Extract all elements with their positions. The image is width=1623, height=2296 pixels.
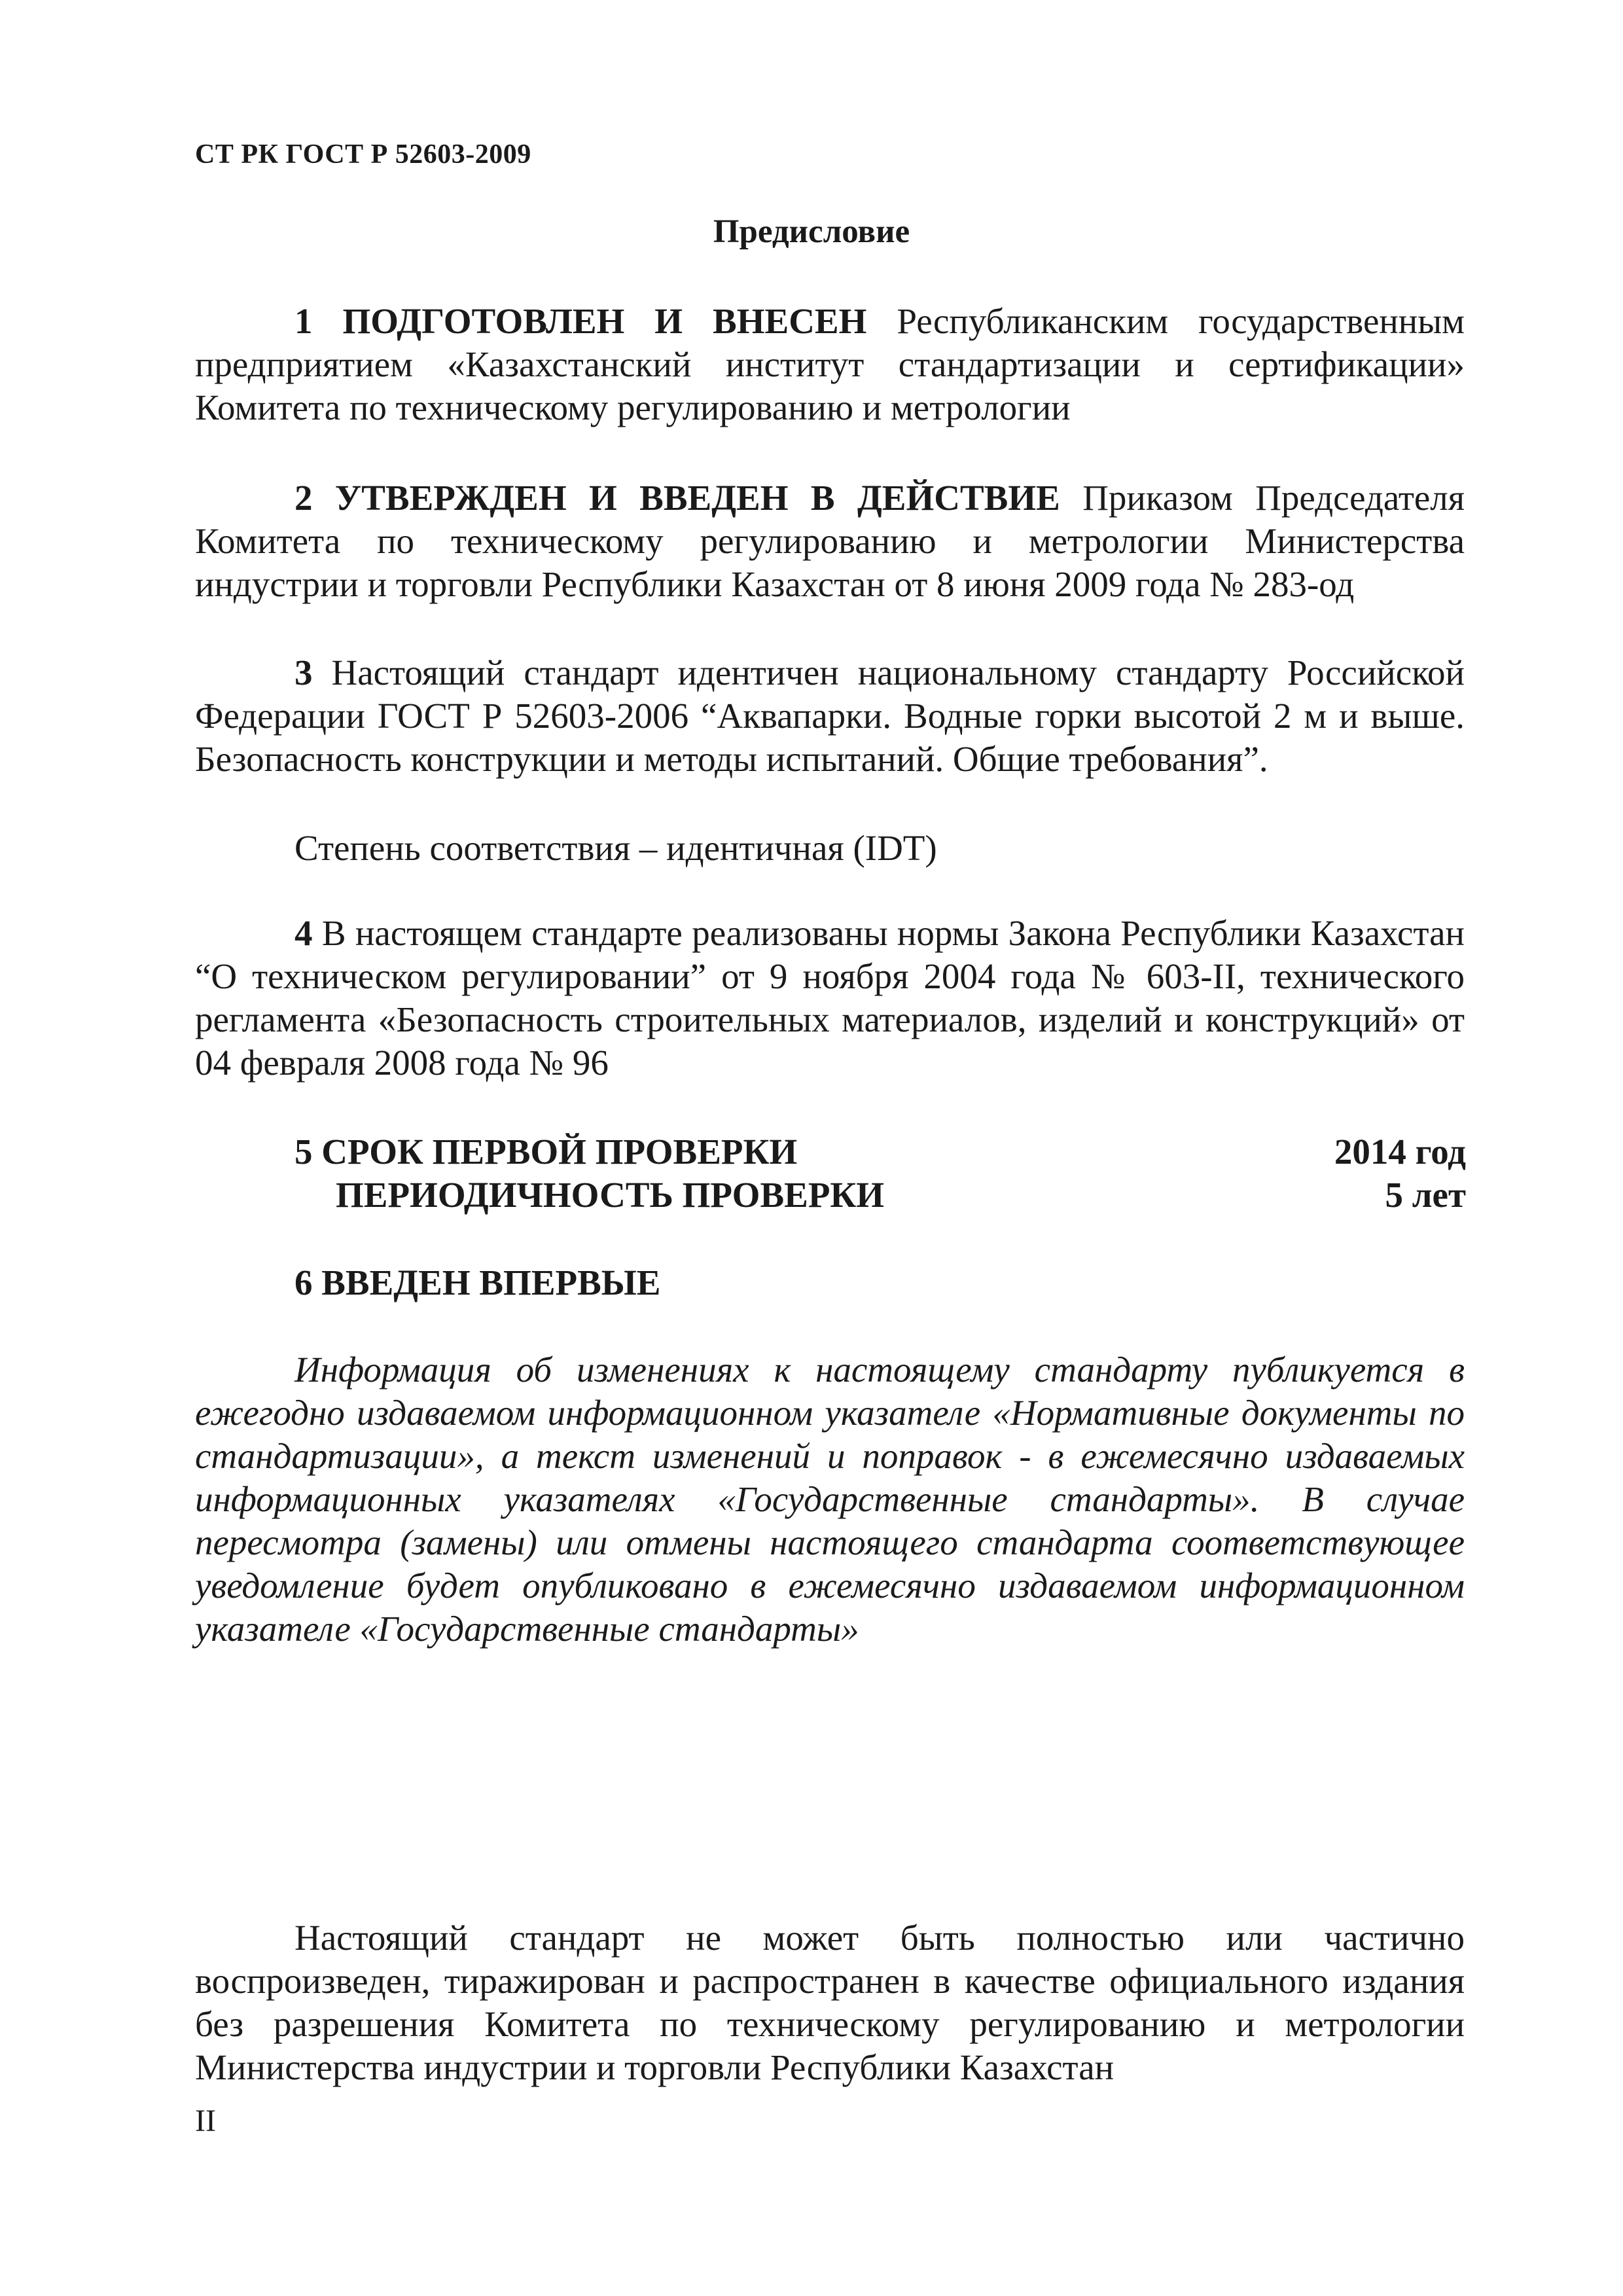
page-title: Предисловие: [713, 213, 910, 250]
item-2-lead: 2 УТВЕРЖДЕН И ВВЕДЕН В ДЕЙСТВИЕ: [294, 478, 1060, 518]
amendments-info-paragraph: Информация об изменениях к настоящему стандарту публикуется в ежегодно издаваемом информационном указателе «Нормативные документы по стандартизации», а текст изменений и поправок - в ежемесячно издаваемых информационных указателях «Государственные стандарты». В случае пересмотра (замены) или отмены настоящего стандарта соответствующее уведомление будет опубликовано в ежемесячно издаваемом информационном указателе «Государственные стандарты»: [195, 1350, 1465, 1649]
first-check-label: 5 СРОК ПЕРВОЙ ПРОВЕРКИ: [294, 1132, 798, 1172]
item-4-text: В настоящем стандарте реализованы нормы Закона Республики Казахстан “О техническом регулировании” от 9 ноября 2004 года № 603-II, технического регламента «Безопасность строительных материалов, изделий и конструкций» от 04 февраля 2008 года № 96: [195, 913, 1465, 1083]
preface-item-4: [195, 912, 1465, 1085]
item-3-lead: 3: [294, 653, 313, 692]
preface-item-6: 6 ВВЕДЕН ВПЕРВЫЕ: [294, 1263, 661, 1302]
item-4-lead: 4: [294, 913, 313, 953]
check-period-value: 5 лет: [1385, 1175, 1466, 1215]
item-2-text: Приказом Председателя Комитета по техническому регулированию и метрологии Министерства индустрии и торговли Республики Казахстан от 8 июня 2009 года № 283-од: [195, 478, 1465, 604]
check-period-label: ПЕРИОДИЧНОСТЬ ПРОВЕРКИ: [336, 1175, 885, 1215]
preface-item-3: [195, 651, 1465, 781]
page-number: II: [195, 2104, 216, 2138]
first-check-value: 2014 год: [1334, 1132, 1466, 1172]
standard-designation-header: СТ РК ГОСТ Р 52603-2009: [195, 139, 531, 170]
item-1-lead: 1 ПОДГОТОВЛЕН И ВНЕСЕН: [294, 301, 867, 341]
copyright-notice-paragraph: Настоящий стандарт не может быть полностью или частично воспроизведен, тиражирован и распространен в качестве официального издания без разрешения Комитета по техническому регулированию и метрологии Министерства индустрии и торговли Республики Казахстан: [195, 1918, 1465, 2087]
preface-item-1: [195, 300, 1465, 429]
item-1-text: Республиканским государственным предприятием «Казахстанский институт стандартизации и сертификации» Комитета по техническому регулированию и метрологии: [195, 301, 1465, 427]
item-3-text: Настоящий стандарт идентичен национальному стандарту Российской Федерации ГОСТ Р 52603-2006 “Аквапарки. Водные горки высотой 2 м и выше. Безопасность конструкции и методы испытаний. Общие требования”.: [195, 653, 1465, 779]
conformity-degree: Степень соответствия – идентичная (IDT): [294, 828, 937, 868]
preface-item-2: [195, 476, 1465, 606]
